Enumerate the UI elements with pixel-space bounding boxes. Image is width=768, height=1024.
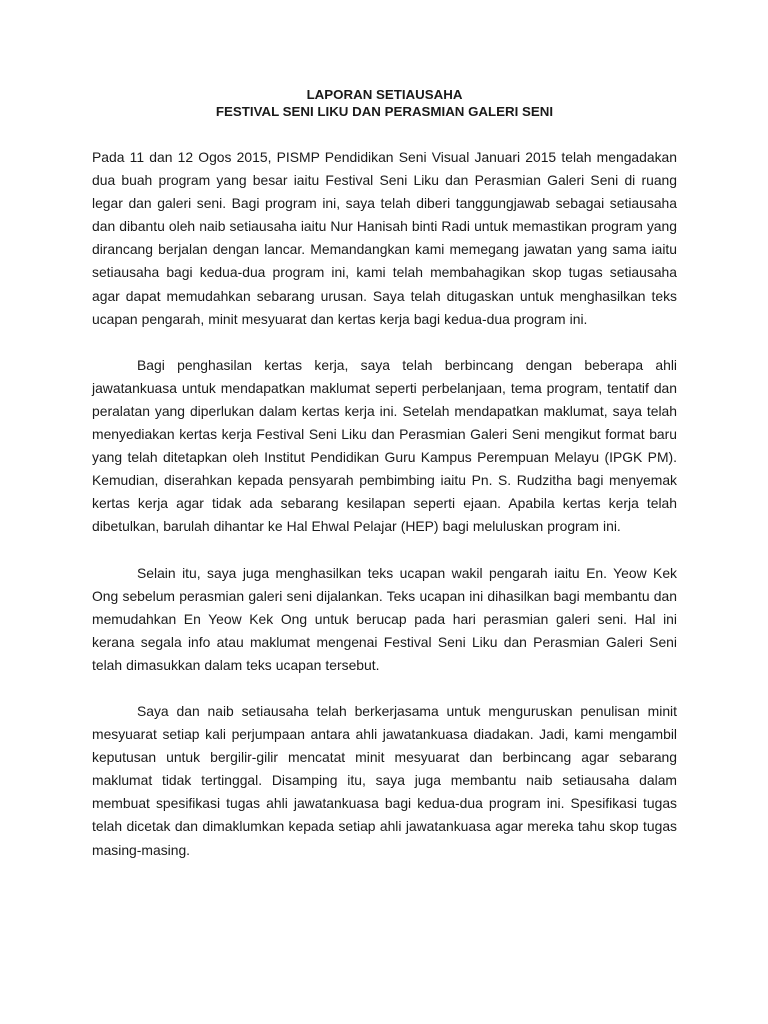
paragraph-3: Selain itu, saya juga menghasilkan teks ucapan wakil pengarah iaitu En. Yeow Kek Ong sebelum perasmian galeri seni dijalankan. Teks ucapan ini dihasilkan bagi membantu dan memudahkan En Yeow Kek Ong untuk berucap pada hari perasmian galeri seni. Hal ini kerana segala info atau maklumat mengenai Festival Seni Liku dan Perasmian Galeri Seni telah dimasukkan dalam teks ucapan tersebut. [92,564,677,673]
document-heading [92,86,677,120]
paragraph-2: Bagi penghasilan kertas kerja, saya telah berbincang dengan beberapa ahli jawatankuasa untuk mendapatkan maklumat seperti perbelanjaan, tema program, tentatif dan peralatan yang diperlukan dalam kertas kerja ini. Setelah mendapatkan maklumat, saya telah menyediakan kertas kerja Festival Seni Liku dan Perasmian Galeri Seni mengikut format baru yang telah ditetapkan oleh Institut Pendidikan Guru Kampus Perempuan Melayu (IPGK PM). Kemudian, diserahkan kepada pensyarah pembimbing iaitu Pn. S. Rudzitha bagi menyemak kertas kerja agar tidak ada sebarang kesilapan seperti ejaan. Apabila kertas kerja telah dibetulkan, barulah dihantar ke Hal Ehwal Pelajar (HEP) bagi meluluskan program ini. [92,356,677,535]
document-subtitle: FESTIVAL SENI LIKU DAN PERASMIAN GALERI SENI [215,104,554,119]
document-title: LAPORAN SETIAUSAHA [306,87,463,102]
paragraph-1: Pada 11 dan 12 Ogos 2015, PISMP Pendidikan Seni Visual Januari 2015 telah mengadakan dua buah program yang besar iaitu Festival Seni Liku dan Perasmian Galeri Seni di ruang legar dan galeri seni. Bagi program ini, saya telah diberi tanggungjawab sebagai setiausaha dan dibantu oleh naib setiausaha iaitu Nur Hanisah binti Radi untuk memastikan program yang dirancang berjalan dengan lancar. Memandangkan kami memegang jawatan yang sama iaitu setiausaha bagi kedua-dua program ini, kami telah membahagikan skop tugas setiausaha agar dapat memudahkan sebarang urusan. Saya telah ditugaskan untuk menghasilkan teks ucapan pengarah, minit mesyuarat dan kertas kerja bagi kedua-dua program ini. [92,149,677,327]
paragraph-4: Saya dan naib setiausaha telah berkerjasama untuk menguruskan penulisan minit mesyuarat setiap kali perjumpaan antara ahli jawatankuasa diadakan. Jadi, kami mengambil keputusan untuk bergilir-gilir mencatat minit mesyuarat dan berbincang agar sebarang maklumat tidak tertinggal. Disamping itu, saya juga membantu naib setiausaha dalam membuat spesifikasi tugas ahli jawatankuasa bagi kedua-dua program ini. Spesifikasi tugas telah dicetak dan dimaklumkan kepada setiap ahli jawatankuasa agar mereka tahu skop tugas masing-masing. [92,702,677,858]
document-body [92,146,677,885]
